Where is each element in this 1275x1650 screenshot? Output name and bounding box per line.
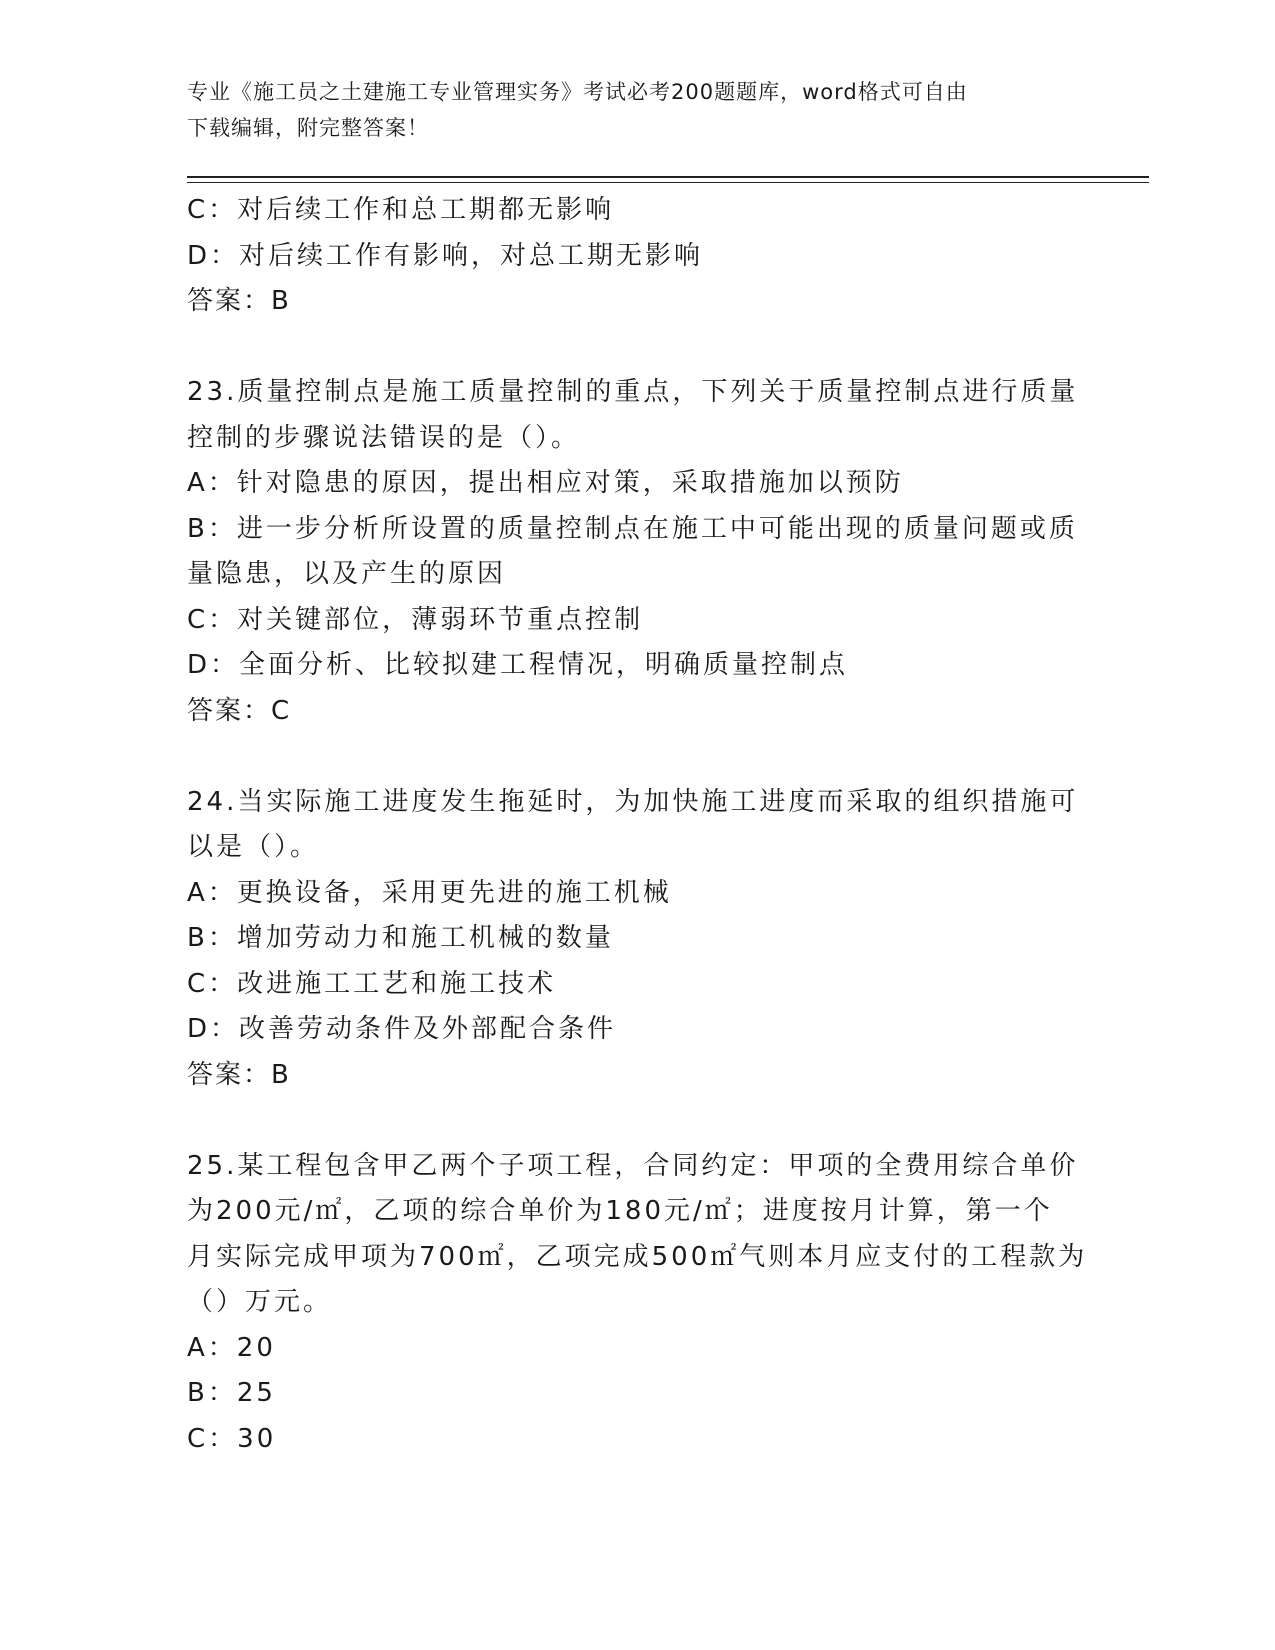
header-line-2: 下载编辑，附完整答案！	[187, 116, 429, 140]
question-content	[187, 188, 1088, 1462]
q23-option-b-line-1: B：进一步分析所设置的质量控制点在施工中可能出现的质量问题或质	[187, 513, 1078, 544]
q23-stem-line-2: 控制的步骤说法错误的是（）。	[187, 422, 581, 453]
q24-stem-line-1: 24.当实际施工进度发生拖延时，为加快施工进度而采取的组织措施可	[187, 786, 1079, 817]
q23-option-b-line-2: 量隐患，以及产生的原因	[187, 559, 507, 589]
q25-option-b: B：25	[187, 1378, 276, 1408]
q24-option-b: B：增加劳动力和施工机械的数量	[187, 923, 614, 953]
q25-stem-line-4: （）万元。	[187, 1287, 333, 1317]
q24-option-c: C：改进施工工艺和施工技术	[187, 968, 557, 999]
spacer	[187, 1098, 1077, 1144]
q24-answer: 答案：B	[187, 1059, 291, 1090]
q22-option-c: C：对后续工作和总工期都无影响	[187, 195, 615, 225]
q22-option-d: D：对后续工作有影响，对总工期无影响	[187, 240, 704, 271]
q25-option-a: A：20	[187, 1332, 276, 1363]
q25-stem-line-1: 25.某工程包含甲乙两个子项工程，合同约定：甲项的全费用综合单价	[187, 1150, 1079, 1181]
spacer	[187, 325, 1077, 371]
q24-stem-line-2: 以是（）。	[187, 832, 320, 862]
q22-answer: 答案：B	[187, 286, 291, 316]
q23-stem-line-1: 23.质量控制点是施工质量控制的重点，下列关于质量控制点进行质量	[187, 377, 1079, 407]
header-line-1: 专业《施工员之土建施工专业管理实务》考试必考200题题库，word格式可自由	[187, 80, 968, 104]
q25-stem-line-3: 月实际完成甲项为700㎡，乙项完成500㎡气则本月应支付的工程款为	[187, 1241, 1088, 1272]
q23-option-d: D：全面分析、比较拟建工程情况，明确质量控制点	[187, 650, 849, 680]
spacer	[187, 734, 1077, 780]
header-rule-thick	[187, 176, 1149, 178]
q24-option-d: D：改善劳动条件及外部配合条件	[187, 1014, 617, 1044]
q25-option-c: C：30	[187, 1423, 277, 1454]
q23-answer: 答案：C	[187, 695, 292, 726]
q23-option-a: A：针对隐患的原因，提出相应对策，采取措施加以预防	[187, 468, 904, 498]
q24-option-a: A：更换设备，采用更先进的施工机械	[187, 877, 672, 908]
q23-option-c: C：对关键部位，薄弱环节重点控制	[187, 604, 644, 635]
page-header	[187, 74, 1067, 146]
q25-stem-line-2: 为200元/㎡，乙项的综合单价为180元/㎡；进度按月计算，第一个	[187, 1196, 1053, 1226]
header-rule-thin	[187, 182, 1149, 183]
